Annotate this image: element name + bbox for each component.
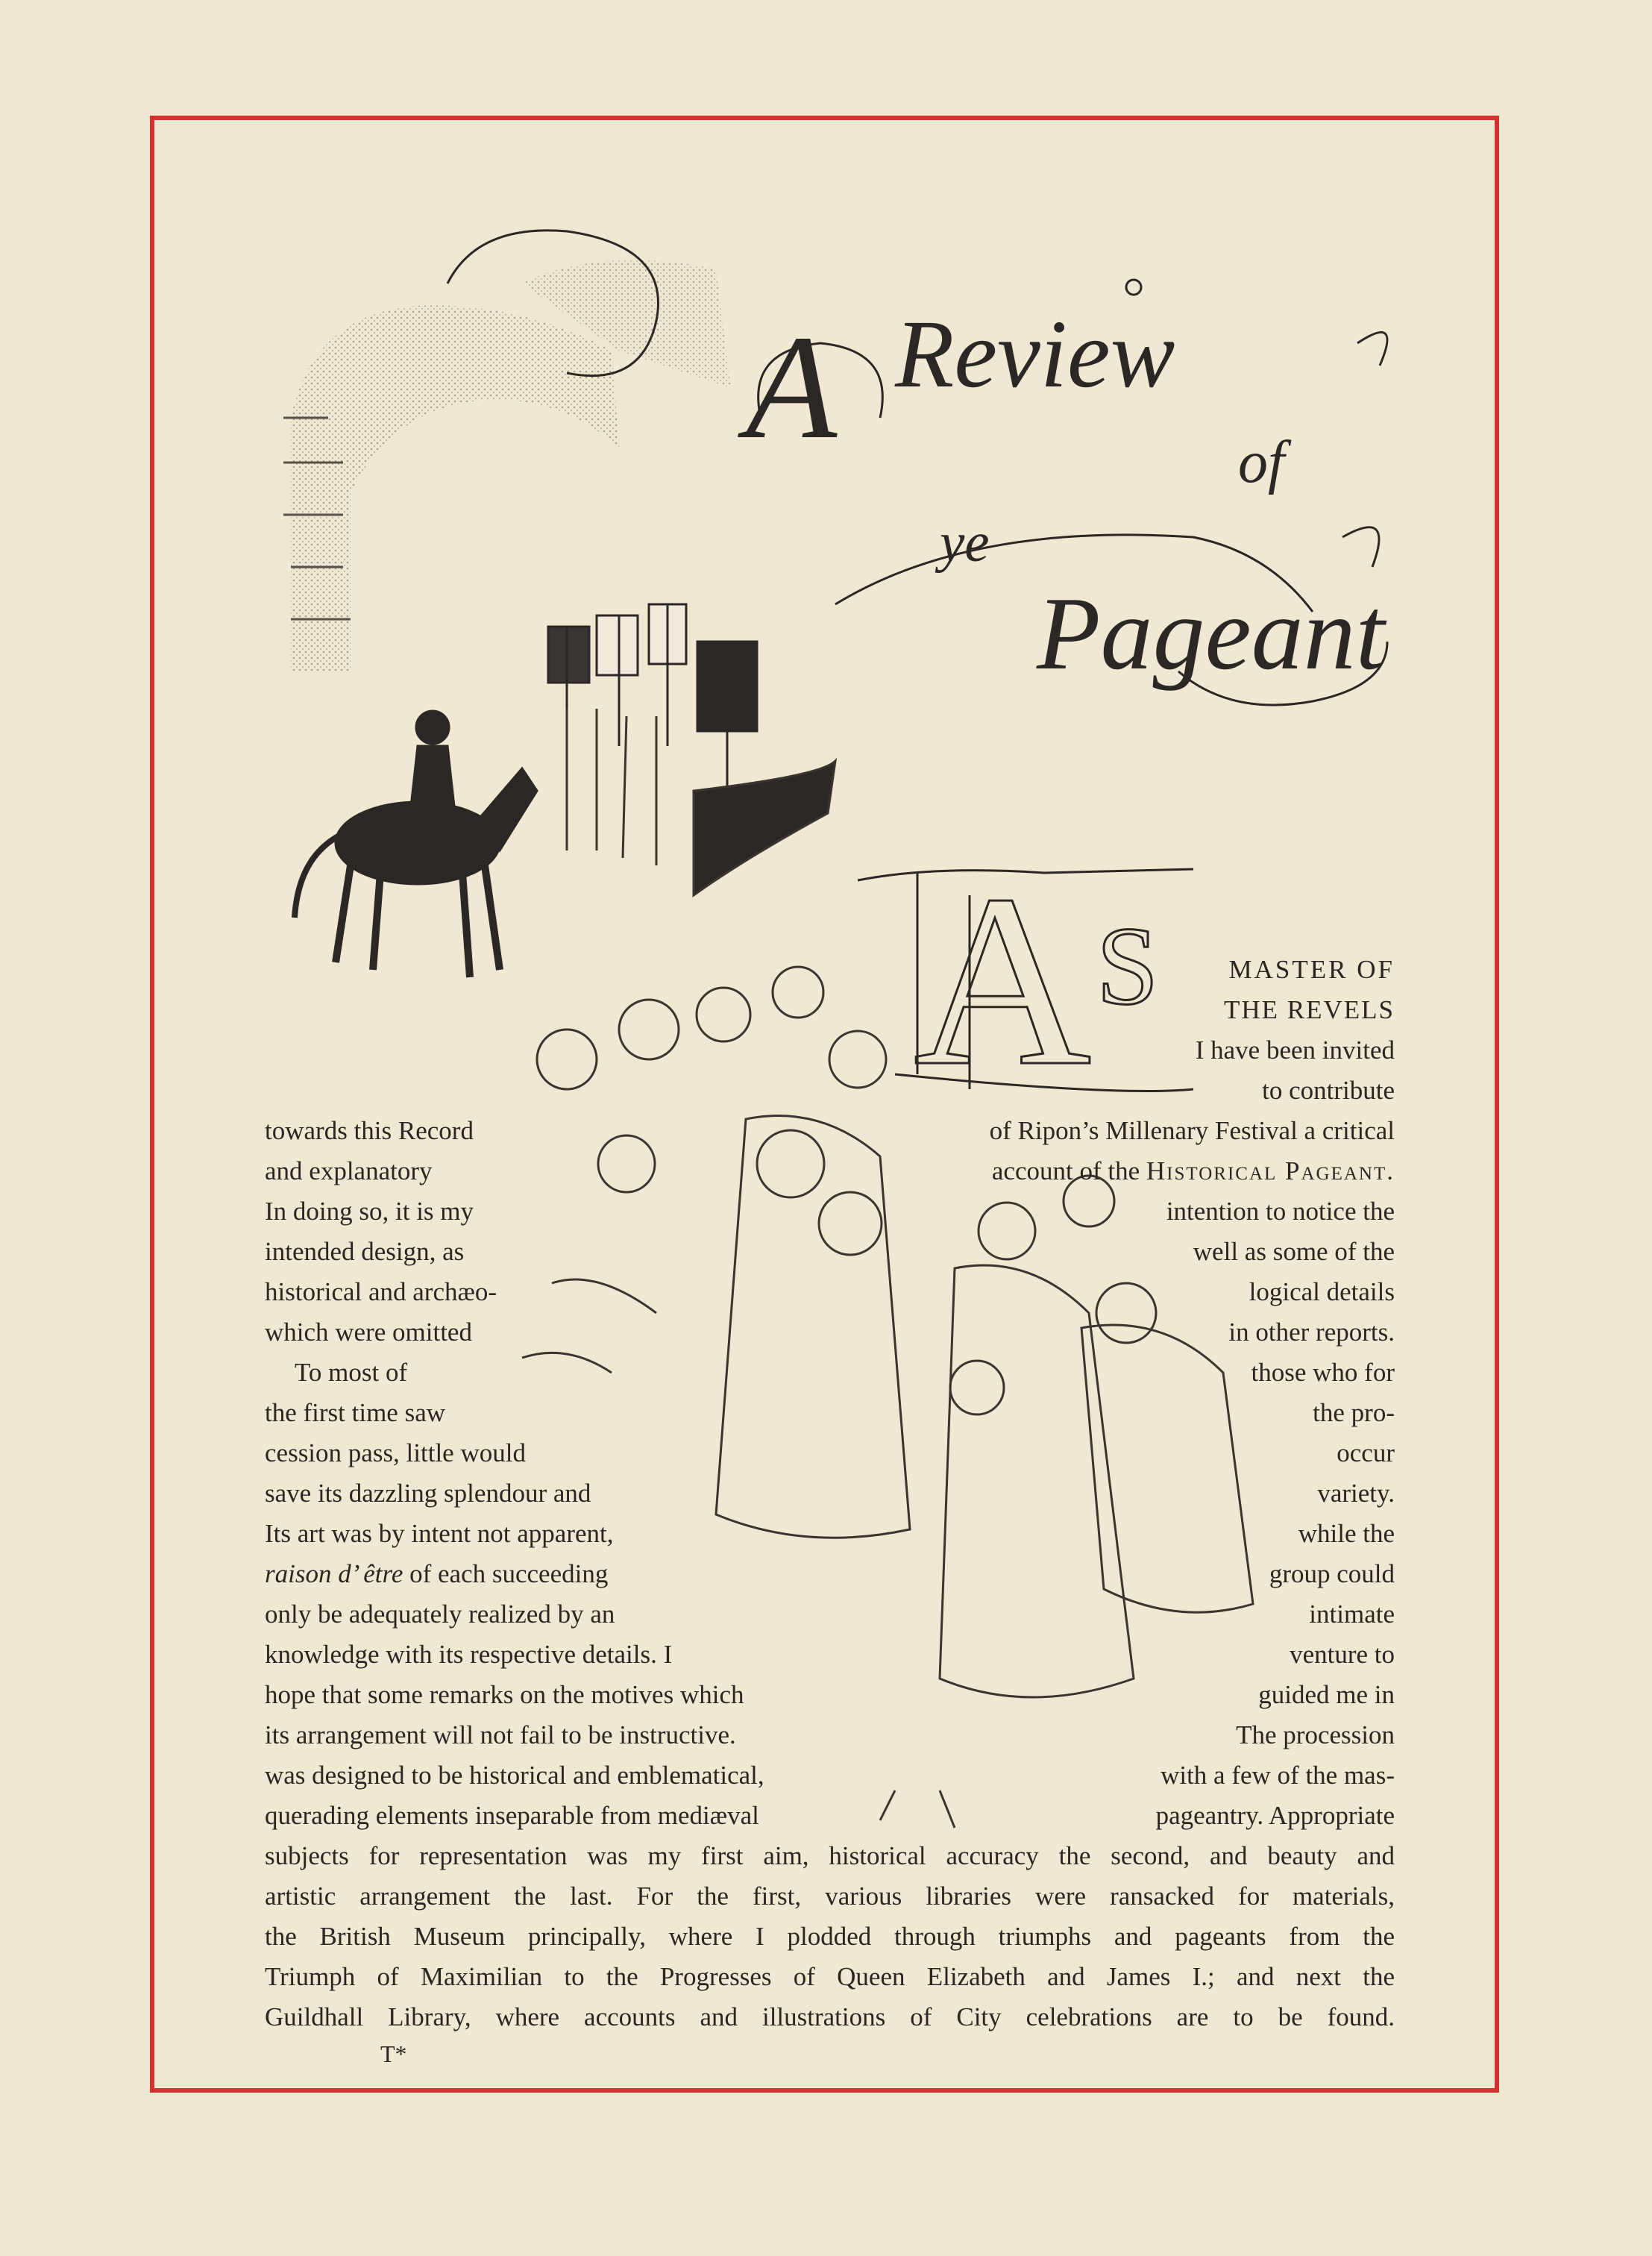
title-word-pageant: Pageant: [1037, 576, 1385, 692]
signature-mark: T*: [380, 2040, 407, 2067]
text-line: save its dazzling splendour and: [265, 1479, 591, 1508]
text-line: MASTER OF: [1228, 955, 1395, 984]
text-span: of each succeeding: [409, 1559, 609, 1588]
text-line: In doing so, it is my: [265, 1197, 474, 1226]
text-line: intended design, as: [265, 1237, 465, 1266]
text-line: in other reports.: [1228, 1317, 1395, 1347]
text-line: cession pass, little would: [265, 1438, 526, 1467]
text-line-group: [921, 1156, 1395, 1186]
text-line: well as some of the: [1193, 1237, 1395, 1266]
horse-and-rider: [295, 711, 537, 977]
text-span-smallcaps: Historical Pageant.: [1146, 1156, 1395, 1185]
text-line: intimate: [1309, 1599, 1395, 1629]
text-line: subjects for representation was my first aim, historical accuracy the second, and beauty and: [265, 1841, 1395, 1870]
text-line: the British Museum principally, where I plodded through triumphs and pageants from the: [265, 1922, 1395, 1951]
text-line: historical and archæo-: [265, 1277, 497, 1306]
text-line: guided me in: [1258, 1680, 1395, 1709]
text-line: its arrangement will not fail to be instructive.: [265, 1720, 736, 1749]
text-line: the pro-: [1313, 1398, 1395, 1427]
text-line: I have been invited: [1195, 1035, 1395, 1065]
text-line: while the: [1298, 1519, 1395, 1548]
text-line: Its art was by intent not apparent,: [265, 1519, 614, 1548]
text-line: pageantry. Appropriate: [1155, 1801, 1395, 1830]
text-line: knowledge with its respective details. I: [265, 1640, 673, 1669]
drop-cap-s: S: [1096, 904, 1159, 1028]
text-line: To most of: [295, 1358, 408, 1387]
text-line: which were omitted: [265, 1317, 472, 1347]
text-line: logical details: [1249, 1277, 1395, 1306]
text-line: Guildhall Library, where accounts and illustrations of City celebrations are to be found.: [265, 2002, 1395, 2031]
text-line: towards this Record: [265, 1116, 474, 1145]
text-line: intention to notice the: [1166, 1197, 1395, 1226]
text-line-group: [265, 1559, 608, 1589]
drop-cap-a: A: [914, 845, 1092, 1117]
title-word-of: of: [1238, 430, 1285, 495]
text-line: of Ripon’s Millenary Festival a critical: [989, 1116, 1395, 1145]
text-line: and explanatory: [265, 1156, 433, 1185]
text-line: venture to: [1290, 1640, 1395, 1669]
text-line: The procession: [1236, 1720, 1395, 1749]
title-word-a: A: [746, 305, 838, 470]
text-line: group could: [1269, 1559, 1395, 1588]
text-line: was designed to be historical and emblematical,: [265, 1761, 764, 1790]
text-line: with a few of the mas-: [1161, 1761, 1395, 1790]
text-line: the first time saw: [265, 1398, 446, 1427]
text-line: hope that some remarks on the motives which: [265, 1680, 744, 1709]
text-line: only be adequately realized by an: [265, 1599, 615, 1629]
title-word-ye: ye: [940, 512, 990, 574]
text-line: querading elements inseparable from mediæval: [265, 1801, 759, 1830]
text-span-italic: raison d’ être: [265, 1559, 403, 1588]
text-line: THE REVELS: [1223, 995, 1395, 1024]
text-line: Triumph of Maximilian to the Progresses of Queen Elizabeth and James I.; and next the: [265, 1962, 1395, 1991]
archway: [291, 306, 619, 671]
text-line: to contribute: [1262, 1076, 1395, 1105]
text-line: occur: [1337, 1438, 1395, 1467]
text-line: those who for: [1251, 1358, 1395, 1387]
title-word-review: Review: [895, 301, 1175, 408]
text-line: artistic arrangement the last. For the first, various libraries were ransacked for materials,: [265, 1881, 1395, 1911]
text-line: variety.: [1317, 1479, 1395, 1508]
text-span: account of the: [991, 1156, 1140, 1185]
